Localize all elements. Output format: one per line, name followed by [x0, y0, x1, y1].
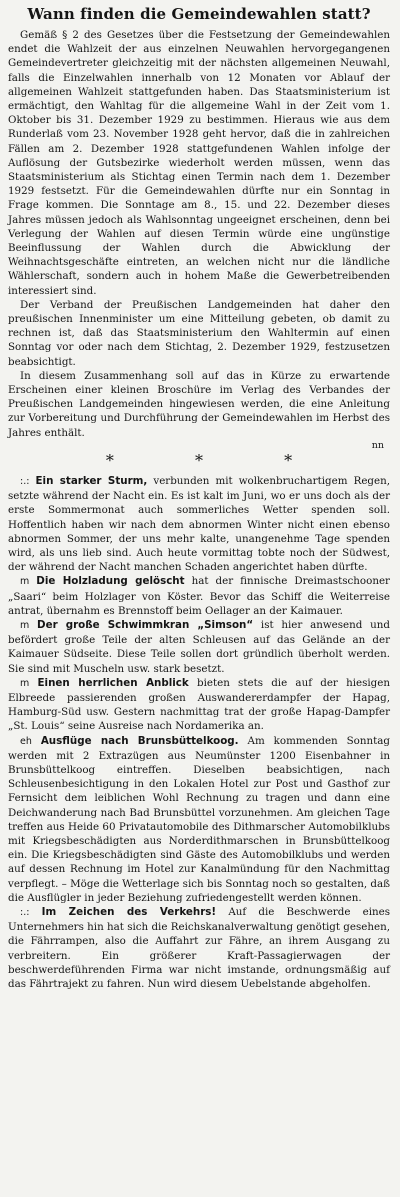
item-mark: m — [20, 619, 30, 631]
headline: Wann finden die Gemeindewahlen statt? — [27, 5, 371, 23]
author-signoff: nn — [371, 439, 384, 451]
item-lead: Ausflüge nach Brunsbüttelkoog. — [40, 734, 239, 747]
item-text: verbunden mit wolkenbruchartigem Regen, setzte während der Nacht ein. Es ist kalt im Juni, wo er uns doch als der erste Sommermonat auch sommerliches Wetter spenden soll. Hoffentlich haben wir nach dem abnormen Winter nicht einen ebenso abnormen Sommer, der uns mehr kalte, unangenehme Tage spenden wird, als uns lieb sind. Auch heute vormittag tobte noch der Südwest, der während der Nacht manchen Schaden angerichtet haben dürfte. — [8, 474, 391, 574]
news-item-excursions — [8, 734, 390, 905]
item-lead: Ein starker Sturm, — [35, 474, 148, 487]
item-mark: :.: — [20, 475, 30, 487]
item-lead: Einen herrlichen Anblick — [37, 676, 189, 689]
news-item-storm — [8, 474, 390, 574]
item-mark: m — [20, 576, 30, 588]
item-lead: Im Zeichen des Verkehrs! — [41, 905, 217, 918]
news-item-steamers — [8, 676, 390, 734]
item-text: ist hier anwesend und befördert große Teile der alten Schleusen auf das Gelände an der Kaimauer Südseite. Diese Teile sollen dort gründlich überholt werden. Sie sind mit Muscheln usw. stark besetzt. — [8, 618, 390, 675]
article-paragraph: Der Verband der Preußischen Landgemeinden hat daher den preußischen Innenminister um eine Mitteilung gebeten, ob damit zu rechnen ist, daß das Staatsministerium den Wahltermin auf einen Sonntag vor oder nach dem Stichtag, 2. Dezember 1929, festzusetzen beabsichtigt. — [8, 298, 390, 368]
news-item-traffic — [8, 905, 390, 991]
news-item-timber-cargo — [8, 574, 390, 618]
section-divider: * * * — [105, 450, 331, 470]
item-lead: Der große Schwimmkran „Simson“ — [37, 618, 254, 631]
item-mark: eh — [20, 735, 32, 747]
item-lead: Die Holzladung gelöscht — [36, 575, 185, 588]
article-paragraph: In diesem Zusammenhang soll auf das in Kürze zu erwartende Erscheinen einer kleinen Broschüre im Verlag des Verbandes der Preußischen Landgemeinden hingewiesen werden, die eine Anleitung zur Vorbereitung und Durchführung der Gemeindewahlen im Herbst des Jahres enthält. — [8, 369, 390, 439]
item-text: Auf die Beschwerde eines Unternehmers hin hat sich die Reichskanalverwaltung genötigt gesehen, die Fährrampen, also die Auffahrt zur Fähre, an ihrem Ausgang zu verbreitern. Ein größerer Kraft-Passagierwagen der beschwerdeführenden Firma war nicht imstande, ordnungsmäßig auf das Fährtrajekt zu fahren. Nun wird diesem Uebelstande abgeholfen. — [8, 905, 390, 990]
item-text: bieten stets die auf der hiesigen Elbreede passierenden großen Auswandererdampfer der Hapag, Hamburg-Süd usw. Gestern nachmittag trat der große Hapag-Dampfer „St. Louis“ seine Ausreise nach Nordamerika an. — [8, 676, 390, 733]
article-paragraph: Gemäß § 2 des Gesetzes über die Festsetzung der Gemeindewahlen endet die Wahlzeit der aus einzelnen Neuwahlen hervorgegangenen Gemeindevertreter gleichzeitig mit der nächsten allgemeinen Neuwahl, falls die Einzelwahlen innerhalb von 12 Monaten vor Ablauf der allgemeinen Wahlzeit stattgefunden haben. Das Staatsministerium ist ermächtigt, den Wahltag für die allgemeine Wahl in der Zeit vom 1. Oktober bis 31. Dezember 1929 zu bestimmen. Hieraus wie aus dem Runderlaß vom 23. November 1928 geht hervor, daß die in zahlreichen Fällen am 2. Dezember 1928 stattgefundenen Wahlen infolge der Auflösung der Gutsbezirke wiederholt werden müssen, wenn das Staatsministerium als Stichtag einen Termin nach dem 1. Dezember 1929 festsetzt. Für die Gemeindewahlen dürfte nur ein Sonntag in Frage kommen. Die Sonntage am 8., 15. und 22. Dezember dieses Jahres müssen jedoch als Wahlsonntag ungeeignet erscheinen, denn bei Verlegung der Wahlen auf diesen Termin würde eine ungünstige Beeinflussung der Wahlen durch die Abwicklung der Weihnachtsgeschäfte eintreten, an welchen nicht nur die ländliche Wählerschaft, sondern auch in hohem Maße die Gewerbetreibenden interessiert sind. — [8, 29, 390, 297]
item-mark: :.: — [20, 906, 30, 918]
item-mark: m — [20, 677, 30, 689]
item-text: Am kommenden Sonntag werden mit 2 Extrazügen aus Neumünster 1200 Eisenbahner in Brunsbüttelkoog eintreffen. Dieselben beabsichtigen, nach Schleusenbesichtigung in den Lokalen Hotel zur Post und Gasthof zur Fernsicht dem leiblichen Wohl Rechnung zu tragen und dann eine Deichwanderung nach Bad Brunsbüttel vorzunehmen. Am gleichen Tage treffen aus Heide 60 Privatautomobile des Dithmarscher Automobilklubs mit Kriegsbeschädigten aus Norderdithmarschen in Brunsbüttelkoog ein. Die Kriegsbeschädigten sind Gäste des Automobilklubs und werden auf dessen Rechnung im Hotel zur Kanalmündung für den Nachmittag verpflegt. – Möge die Wetterlage sich bis Sonntag noch so gestalten, daß die Ausflügler in jeder Beziehung zufriedengestellt werden können. — [8, 734, 390, 904]
item-text: hat der finnische Dreimastschooner „Saari“ beim Holzlager von Köster. Bevor das Schiff die Weiterreise antrat, übernahm es Brennstoff beim Oellager an der Kaimauer. — [8, 575, 390, 617]
news-item-floating-crane — [8, 618, 390, 676]
